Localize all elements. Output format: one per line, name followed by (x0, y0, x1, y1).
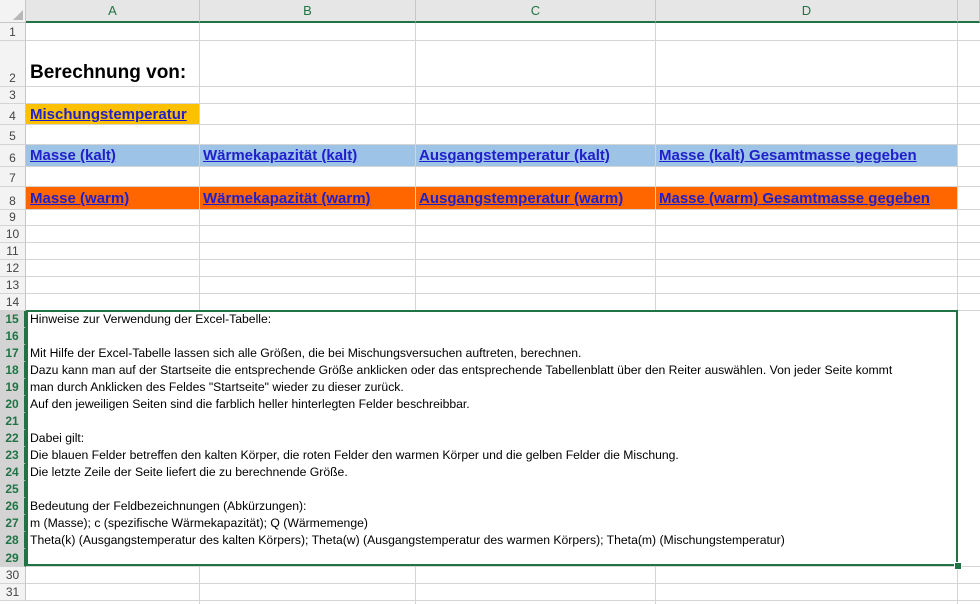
cold-link-cell (415, 145, 655, 167)
row-header[interactable]: 18 (0, 362, 26, 379)
gridline (26, 600, 980, 601)
link-ausgangstemperatur-warm[interactable]: Ausgangstemperatur (warm) (419, 190, 624, 207)
note-line: m (Masse); c (spezifische Wärmekapazität); Q (Wärmemenge) (30, 516, 368, 530)
column-header-e[interactable] (958, 0, 980, 23)
row-header[interactable]: 4 (0, 104, 26, 125)
link-waermekapazitaet-kalt[interactable]: Wärmekapazität (kalt) (203, 147, 358, 164)
sheet-title: Berechnung von: (30, 62, 187, 83)
note-line: Dabei gilt: (30, 431, 85, 445)
row-header[interactable]: 10 (0, 226, 26, 243)
gridline (26, 259, 980, 260)
link-ausgangstemperatur-kalt[interactable]: Ausgangstemperatur (kalt) (419, 147, 610, 164)
row-header[interactable]: 12 (0, 260, 26, 277)
row-header[interactable]: 7 (0, 167, 26, 187)
note-line: Auf den jeweiligen Seiten sind die farblich heller hinterlegten Felder beschreibbar. (30, 397, 470, 411)
row-header[interactable]: 29 (0, 549, 26, 567)
link-mischungstemperatur[interactable]: Mischungstemperatur (30, 106, 187, 123)
column-header-b[interactable]: B (200, 0, 416, 23)
note-line: man durch Anklicken des Feldes "Startseite" wieder zu dieser zurück. (30, 380, 404, 394)
link-masse-warm[interactable]: Masse (warm) (30, 190, 130, 207)
row-header[interactable]: 3 (0, 87, 26, 104)
row-header[interactable]: 20 (0, 396, 26, 413)
warm-link-cell (199, 187, 415, 210)
link-waermekapazitaet-warm[interactable]: Wärmekapazität (warm) (203, 190, 371, 207)
note-heading: Hinweise zur Verwendung der Excel-Tabelle: (30, 312, 272, 326)
link-masse-warm-gesamtmasse[interactable]: Masse (warm) Gesamtmasse gegeben (659, 190, 930, 207)
row-header[interactable]: 16 (0, 328, 26, 345)
note-line: Bedeutung der Feldbezeichnungen (Abkürzungen): (30, 499, 307, 513)
link-masse-kalt[interactable]: Masse (kalt) (30, 147, 116, 164)
row-header[interactable]: 2 (0, 41, 26, 87)
warm-link-cell (26, 187, 200, 210)
column-header-a[interactable]: A (26, 0, 200, 23)
row-header[interactable]: 9 (0, 210, 26, 226)
row-header[interactable]: 13 (0, 277, 26, 294)
select-all-icon (13, 10, 23, 20)
link-masse-kalt-gesamtmasse[interactable]: Masse (kalt) Gesamtmasse gegeben (659, 147, 917, 164)
select-all-corner[interactable] (0, 0, 26, 23)
gridline (26, 242, 980, 243)
row-header[interactable]: 24 (0, 464, 26, 481)
cold-link-cell (26, 145, 200, 167)
note-line: Mit Hilfe der Excel-Tabelle lassen sich alle Größen, die bei Mischungsversuchen auftreten, berechnen. (30, 346, 582, 360)
note-line: Dazu kann man auf der Startseite die entsprechende Größe anklicken oder das entsprechende Tabellenblatt über den Reiter auswählen. Von jeder Seite kommt (30, 363, 893, 377)
row-header[interactable]: 31 (0, 584, 26, 601)
cold-link-cell (199, 145, 415, 167)
row-header[interactable]: 28 (0, 532, 26, 549)
row-header[interactable]: 19 (0, 379, 26, 396)
cold-link-cell (655, 145, 957, 167)
mix-link-cell (26, 104, 200, 125)
fill-handle[interactable] (954, 562, 962, 570)
row-header[interactable]: 25 (0, 481, 26, 498)
row-header[interactable]: 23 (0, 447, 26, 464)
row-header[interactable]: 8 (0, 187, 26, 210)
row-header[interactable]: 6 (0, 145, 26, 167)
warm-link-cell (415, 187, 655, 210)
row-header[interactable]: 1 (0, 23, 26, 41)
note-line: Die blauen Felder betreffen den kalten Körper, die roten Felder den warmen Körper und die gelben Felder die Mischung. (30, 448, 679, 462)
gridline (26, 566, 980, 567)
row-header[interactable]: 11 (0, 243, 26, 260)
row-header[interactable]: 26 (0, 498, 26, 515)
gridline (26, 225, 980, 226)
row-header[interactable]: 17 (0, 345, 26, 362)
gridline (26, 293, 980, 294)
column-header-c[interactable]: C (416, 0, 656, 23)
row-header[interactable]: 30 (0, 567, 26, 584)
column-header-d[interactable]: D (656, 0, 958, 23)
warm-link-cell (655, 187, 957, 210)
row-header[interactable]: 14 (0, 294, 26, 311)
row-header[interactable]: 27 (0, 515, 26, 532)
gridline (26, 276, 980, 277)
row-header[interactable]: 15 (0, 311, 26, 328)
gridline (26, 583, 980, 584)
selection-border (26, 310, 958, 566)
row-header[interactable]: 22 (0, 430, 26, 447)
row-header[interactable]: 5 (0, 125, 26, 145)
note-line: Die letzte Zeile der Seite liefert die zu berechnende Größe. (30, 465, 348, 479)
note-line: Theta(k) (Ausgangstemperatur des kalten Körpers); Theta(w) (Ausgangstemperatur des warmen Körpers); Theta(m) (Mischungstemperatur) (30, 533, 785, 547)
row-header[interactable]: 21 (0, 413, 26, 430)
